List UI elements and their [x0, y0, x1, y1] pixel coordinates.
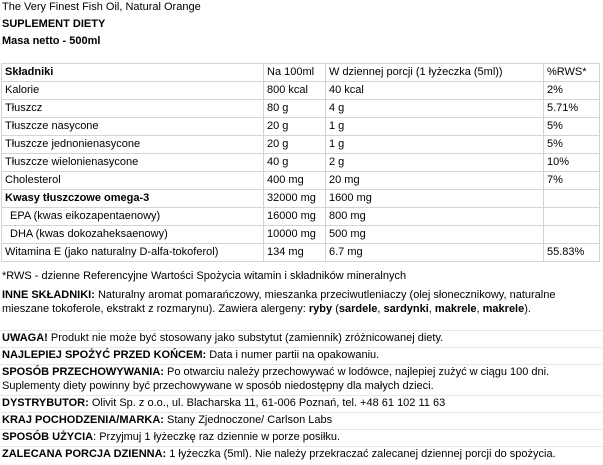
row-name: Cholesterol — [2, 172, 264, 190]
row-daily: 20 mg — [326, 172, 544, 190]
row-rws: 5.71% — [544, 100, 600, 118]
storage-label: SPOSÓB PRZECHOWYWANIA: — [2, 366, 164, 378]
product-name: The Very Finest Fish Oil, Natural Orange — [2, 1, 201, 13]
row-name: Tłuszcze wielonienasycone — [2, 154, 264, 172]
row-rws: 5% — [544, 118, 600, 136]
net-mass: Masa netto - 500ml — [2, 35, 101, 47]
row-daily: 800 mg — [326, 208, 544, 226]
table-row — [2, 208, 600, 226]
allergen-sep: , — [377, 302, 381, 315]
allergen-anchovies: sardele — [338, 302, 378, 315]
warning-label: UWAGA! — [2, 332, 48, 344]
divider — [0, 446, 603, 447]
storage-section — [2, 366, 600, 379]
row-rws: 7% — [544, 172, 600, 190]
usage-text: : Przyjmuj 1 łyżeczkę raz dziennie w porze posiłku. — [93, 431, 341, 443]
warning-text: Produkt nie może być stosowany jako substytut (zamiennik) zróżnicowanej diety. — [50, 332, 444, 344]
usage-section — [2, 431, 600, 444]
origin-section — [2, 414, 600, 427]
table-row — [2, 100, 600, 118]
row-per100: 40 g — [264, 154, 326, 172]
row-daily: 6.7 mg — [326, 244, 544, 262]
row-per100: 16000 mg — [264, 208, 326, 226]
best-before-section — [2, 349, 600, 362]
table-row — [2, 82, 600, 100]
row-daily: 40 kcal — [326, 82, 544, 100]
allergen-sep: , — [428, 302, 432, 315]
usage-label: SPOSÓB UŻYCIA — [2, 431, 94, 443]
table-row — [2, 244, 600, 262]
dose-section — [2, 448, 600, 461]
row-daily: 2 g — [326, 154, 544, 172]
row-daily: 500 mg — [326, 226, 544, 244]
row-rws: 55.83% — [544, 244, 600, 262]
row-per100: 20 g — [264, 118, 326, 136]
table-header-row — [2, 64, 600, 82]
table-row — [2, 190, 600, 208]
nutrition-table — [1, 63, 600, 262]
row-daily: 1 g — [326, 118, 544, 136]
origin-label: KRAJ POCHODZENIA/MARKA: — [2, 414, 164, 426]
table-row — [2, 154, 600, 172]
row-rws: 10% — [544, 154, 600, 172]
distributor-section — [2, 397, 600, 410]
ingredients-text: Naturalny aromat pomarańczowy, mieszanka przeciwutleniaczy (olej słonecznikowy, naturalne mieszane tokoferole, ekstrakt z rozmarynu). Zawiera alergeny: — [2, 289, 556, 315]
row-name: Tłuszcz — [2, 100, 264, 118]
row-rws: 2% — [544, 82, 600, 100]
table-row — [2, 136, 600, 154]
allergen-sep: ( — [335, 302, 339, 315]
row-per100: 10000 mg — [264, 226, 326, 244]
table-row — [2, 226, 600, 244]
divider — [0, 347, 603, 348]
rws-footnote: *RWS - dzienne Referencyjne Wartości Spożycia witamin i składników mineralnych — [2, 270, 407, 282]
dose-label: ZALECANA PORCJA DZIENNA: — [2, 448, 167, 460]
distributor-label: DYSTRYBUTOR: — [2, 397, 89, 409]
allergen-fish: ryby — [308, 302, 333, 315]
storage-text-1: Po otwarciu należy przechowywać w lodówce, najlepiej zużyć w ciągu 100 dni. — [167, 366, 550, 378]
table-row — [2, 118, 600, 136]
header-cell-per100: Na 100ml — [264, 64, 326, 82]
dose-text: 1 łyżeczka (5ml). Nie należy przekraczać zalecanej dziennej porcji do spożycia. — [169, 448, 556, 460]
best-before-label: NAJLEPIEJ SPOŻYĆ PRZED KOŃCEM: — [2, 349, 207, 361]
row-daily: 1600 mg — [326, 190, 544, 208]
divider — [0, 330, 603, 331]
row-per100: 80 g — [264, 100, 326, 118]
row-name: Kwasy tłuszczowe omega-3 — [2, 190, 264, 208]
header-cell-daily: W dziennej porcji (1 łyżeczka (5ml)) — [326, 64, 544, 82]
ingredients-section — [2, 289, 600, 316]
origin-text: Stany Zjednoczone/ Carlson Labs — [167, 414, 333, 426]
row-per100: 800 kcal — [264, 82, 326, 100]
row-name: EPA (kwas eikozapentaenowy) — [2, 208, 264, 226]
row-daily: 4 g — [326, 100, 544, 118]
row-daily: 1 g — [326, 136, 544, 154]
divider — [0, 429, 603, 430]
row-name: Kalorie — [2, 82, 264, 100]
allergen-sep: , — [476, 302, 480, 315]
divider — [0, 412, 603, 413]
row-name: Tłuszcze jednonienasycone — [2, 136, 264, 154]
table-row — [2, 172, 600, 190]
ingredients-label: INNE SKŁADNIKI: — [2, 289, 95, 301]
allergen-mackerel: makrele — [434, 302, 477, 315]
category-label: SUPLEMENT DIETY — [2, 18, 106, 30]
row-name: Witamina E (jako naturalny D-alfa-tokoferol) — [2, 244, 264, 262]
row-rws — [544, 226, 600, 244]
row-rws: 5% — [544, 136, 600, 154]
divider — [0, 395, 603, 396]
allergen-sep: ). — [524, 302, 531, 315]
warning-section — [2, 332, 600, 345]
allergen-mackerel-2: makrele — [482, 302, 525, 315]
header-cell-ingredient: Składniki — [2, 64, 264, 82]
allergen-sardines: sardynki — [383, 302, 429, 315]
header-cell-rws: %RWS* — [544, 64, 600, 82]
row-per100: 32000 mg — [264, 190, 326, 208]
row-per100: 400 mg — [264, 172, 326, 190]
distributor-text: Olivit Sp. z o.o., ul. Blacharska 11, 61-006 Poznań, tel. +48 61 102 11 63 — [91, 397, 446, 409]
storage-text-2: Suplementy diety powinny być przechowywane w sposób niedostępny dla małych dzieci. — [2, 380, 434, 392]
row-rws — [544, 190, 600, 208]
row-per100: 134 mg — [264, 244, 326, 262]
row-rws — [544, 208, 600, 226]
best-before-text: Data i numer partii na opakowaniu. — [209, 349, 380, 361]
row-name: Tłuszcze nasycone — [2, 118, 264, 136]
row-per100: 20 g — [264, 136, 326, 154]
row-name: DHA (kwas dokozaheksaenowy) — [2, 226, 264, 244]
divider — [0, 364, 603, 365]
